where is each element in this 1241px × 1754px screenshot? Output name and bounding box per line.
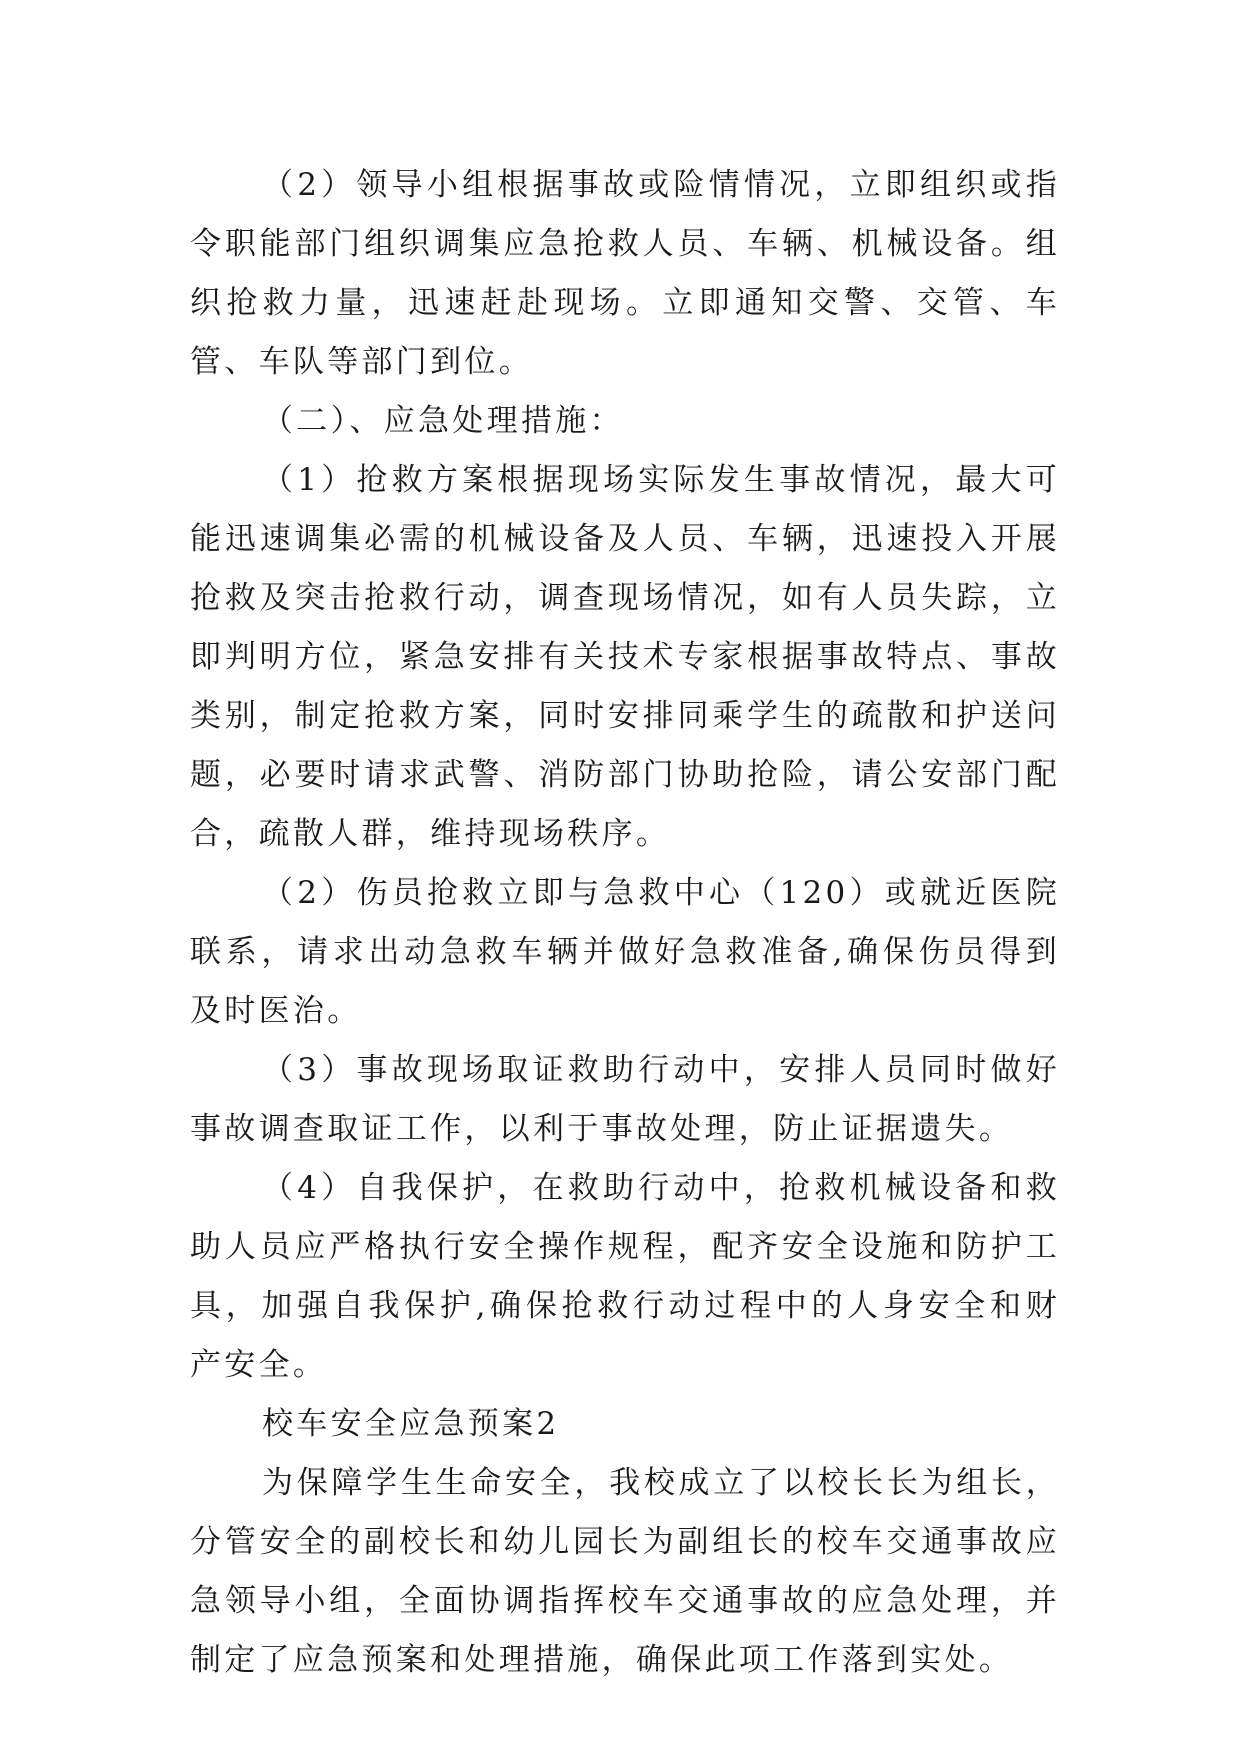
paragraph-leadership-group: （2）领导小组根据事故或险情情况，立即组织或指令职能部门组织调集应急抢救人员、车辆、机械设备。组织抢救力量，迅速赶赴现场。立即通知交警、交管、车管、车队等部门到位。 [190,167,1060,380]
paragraph-casualty-rescue: （2）伤员抢救立即与急救中心（120）或就近医院联系，请求出动急救车辆并做好急救准备,确保伤员得到及时医治。 [190,875,1060,1029]
paragraph-rescue-plan: （1）抢救方案根据现场实际发生事故情况，最大可能迅速调集必需的机械设备及人员、车辆，迅速投入开展抢救及突击抢救行动，调查现场情况，如有人员失踪，立即判明方位，紧急安排有关技术专家根据事故特点、事故类别，制定抢救方案，同时安排同乘学生的疏散和护送问题，必要时请求武警、消防部门协助抢险，请公安部门配合，疏散人群，维持现场秩序。 [190,462,1060,852]
paragraph-plan-2-intro: 为保障学生生命安全，我校成立了以校长长为组长，分管安全的副校长和幼儿园长为副组长的校车交通事故应急领导小组，全面协调指挥校车交通事故的应急处理，并制定了应急预案和处理措施，确保此项工作落到实处。 [190,1465,1060,1678]
paragraph-evidence-collection: （3）事故现场取证救助行动中，安排人员同时做好事故调查取证工作，以利于事故处理，防止证据遗失。 [190,1052,1060,1147]
paragraph-self-protection: （4）自我保护，在救助行动中，抢救机械设备和救助人员应严格执行安全操作规程，配齐安全设施和防护工具，加强自我保护,确保抢救行动过程中的人身安全和财产安全。 [190,1170,1060,1383]
section-title-plan-2: 校车安全应急预案2 [262,1406,560,1442]
document-page [190,156,1060,1690]
section-heading-emergency-measures: （二）、应急处理措施： [262,403,624,439]
